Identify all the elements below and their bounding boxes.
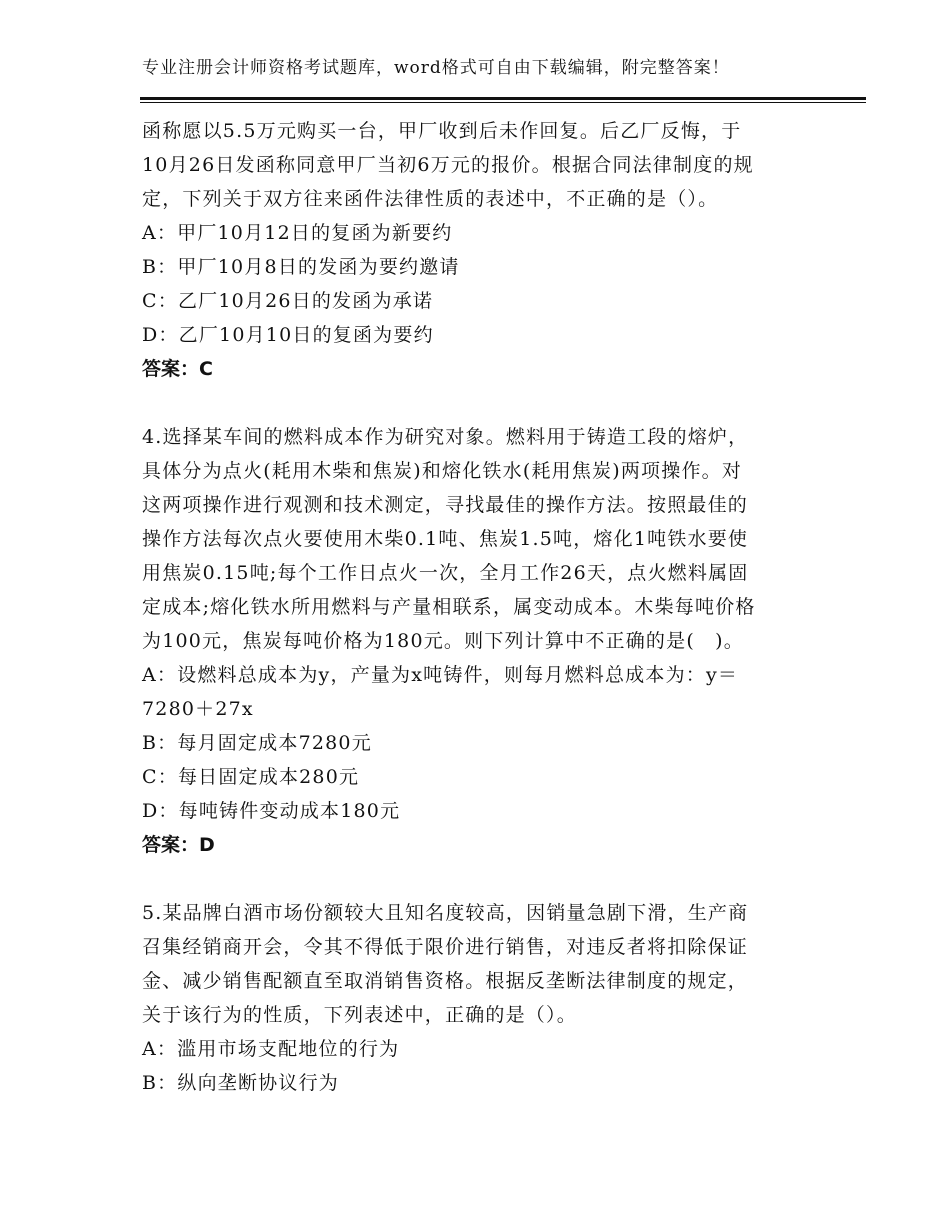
option-b: B：纵向垄断协议行为 [142,1072,339,1094]
question-block [142,896,822,1100]
option-d: D：乙厂10月10日的复函为要约 [142,324,434,346]
option-b: B：每月固定成本7280元 [142,732,372,754]
question-block [142,114,822,386]
page-header: 专业注册会计师资格考试题库，word格式可自由下载编辑，附完整答案！ [142,58,730,78]
answer-label: 答案：D [142,834,215,856]
option-a: A：设燃料总成本为y，产量为x吨铸件，则每月燃料总成本为：y＝ [142,664,739,686]
question-stem-line: 定，下列关于双方往来函件法律性质的表述中，不正确的是（）。 [142,188,719,210]
question-stem-line: 10月26日发函称同意甲厂当初6万元的报价。根据合同法律制度的规 [142,154,754,176]
option-c: C：乙厂10月26日的发函为承诺 [142,290,434,312]
option-b: B：甲厂10月8日的发函为要约邀请 [142,256,460,278]
answer-label: 答案：C [142,358,213,380]
option-d: D：每吨铸件变动成本180元 [142,800,401,822]
header-rule-thick [140,97,866,100]
option-a: A：甲厂10月12日的复函为新要约 [142,222,453,244]
option-a: A：滥用市场支配地位的行为 [142,1038,400,1060]
question-stem-line: 关于该行为的性质，下列表述中，正确的是（）。 [142,1004,577,1026]
question-list [142,114,822,1100]
question-stem-line: 5.某品牌白酒市场份额较大且知名度较高，因销量急剧下滑，生产商 [142,902,749,924]
question-stem-line: 为100元，焦炭每吨价格为180元。则下列计算中不正确的是( )。 [142,630,744,652]
question-stem-line: 定成本;熔化铁水所用燃料与产量相联系，属变动成本。木柴每吨价格 [142,596,756,618]
question-stem-line: 金、减少销售配额直至取消销售资格。根据反垄断法律制度的规定， [142,970,749,992]
question-stem-line: 4.选择某车间的燃料成本作为研究对象。燃料用于铸造工段的熔炉， [142,426,749,448]
header-rule-thin [140,102,866,103]
question-spacer [142,386,822,420]
question-stem-line: 召集经销商开会，令其不得低于限价进行销售，对违反者将扣除保证 [142,936,749,958]
question-stem-line: 用焦炭0.15吨;每个工作日点火一次，全月工作26天，点火燃料属固 [142,562,749,584]
question-stem-line: 函称愿以5.5万元购买一台，甲厂收到后未作回复。后乙厂反悔，于 [142,120,742,142]
option-c: C：每日固定成本280元 [142,766,360,788]
question-block [142,420,822,862]
question-stem-line: 操作方法每次点火要使用木柴0.1吨、焦炭1.5吨，熔化1吨铁水要使 [142,528,749,550]
question-stem-line: 具体分为点火(耗用木柴和焦炭)和熔化铁水(耗用焦炭)两项操作。对 [142,460,743,482]
question-stem-line: 这两项操作进行观测和技术测定，寻找最佳的操作方法。按照最佳的 [142,494,749,516]
question-spacer [142,862,822,896]
option-a-continued: 7280＋27x [142,698,254,720]
